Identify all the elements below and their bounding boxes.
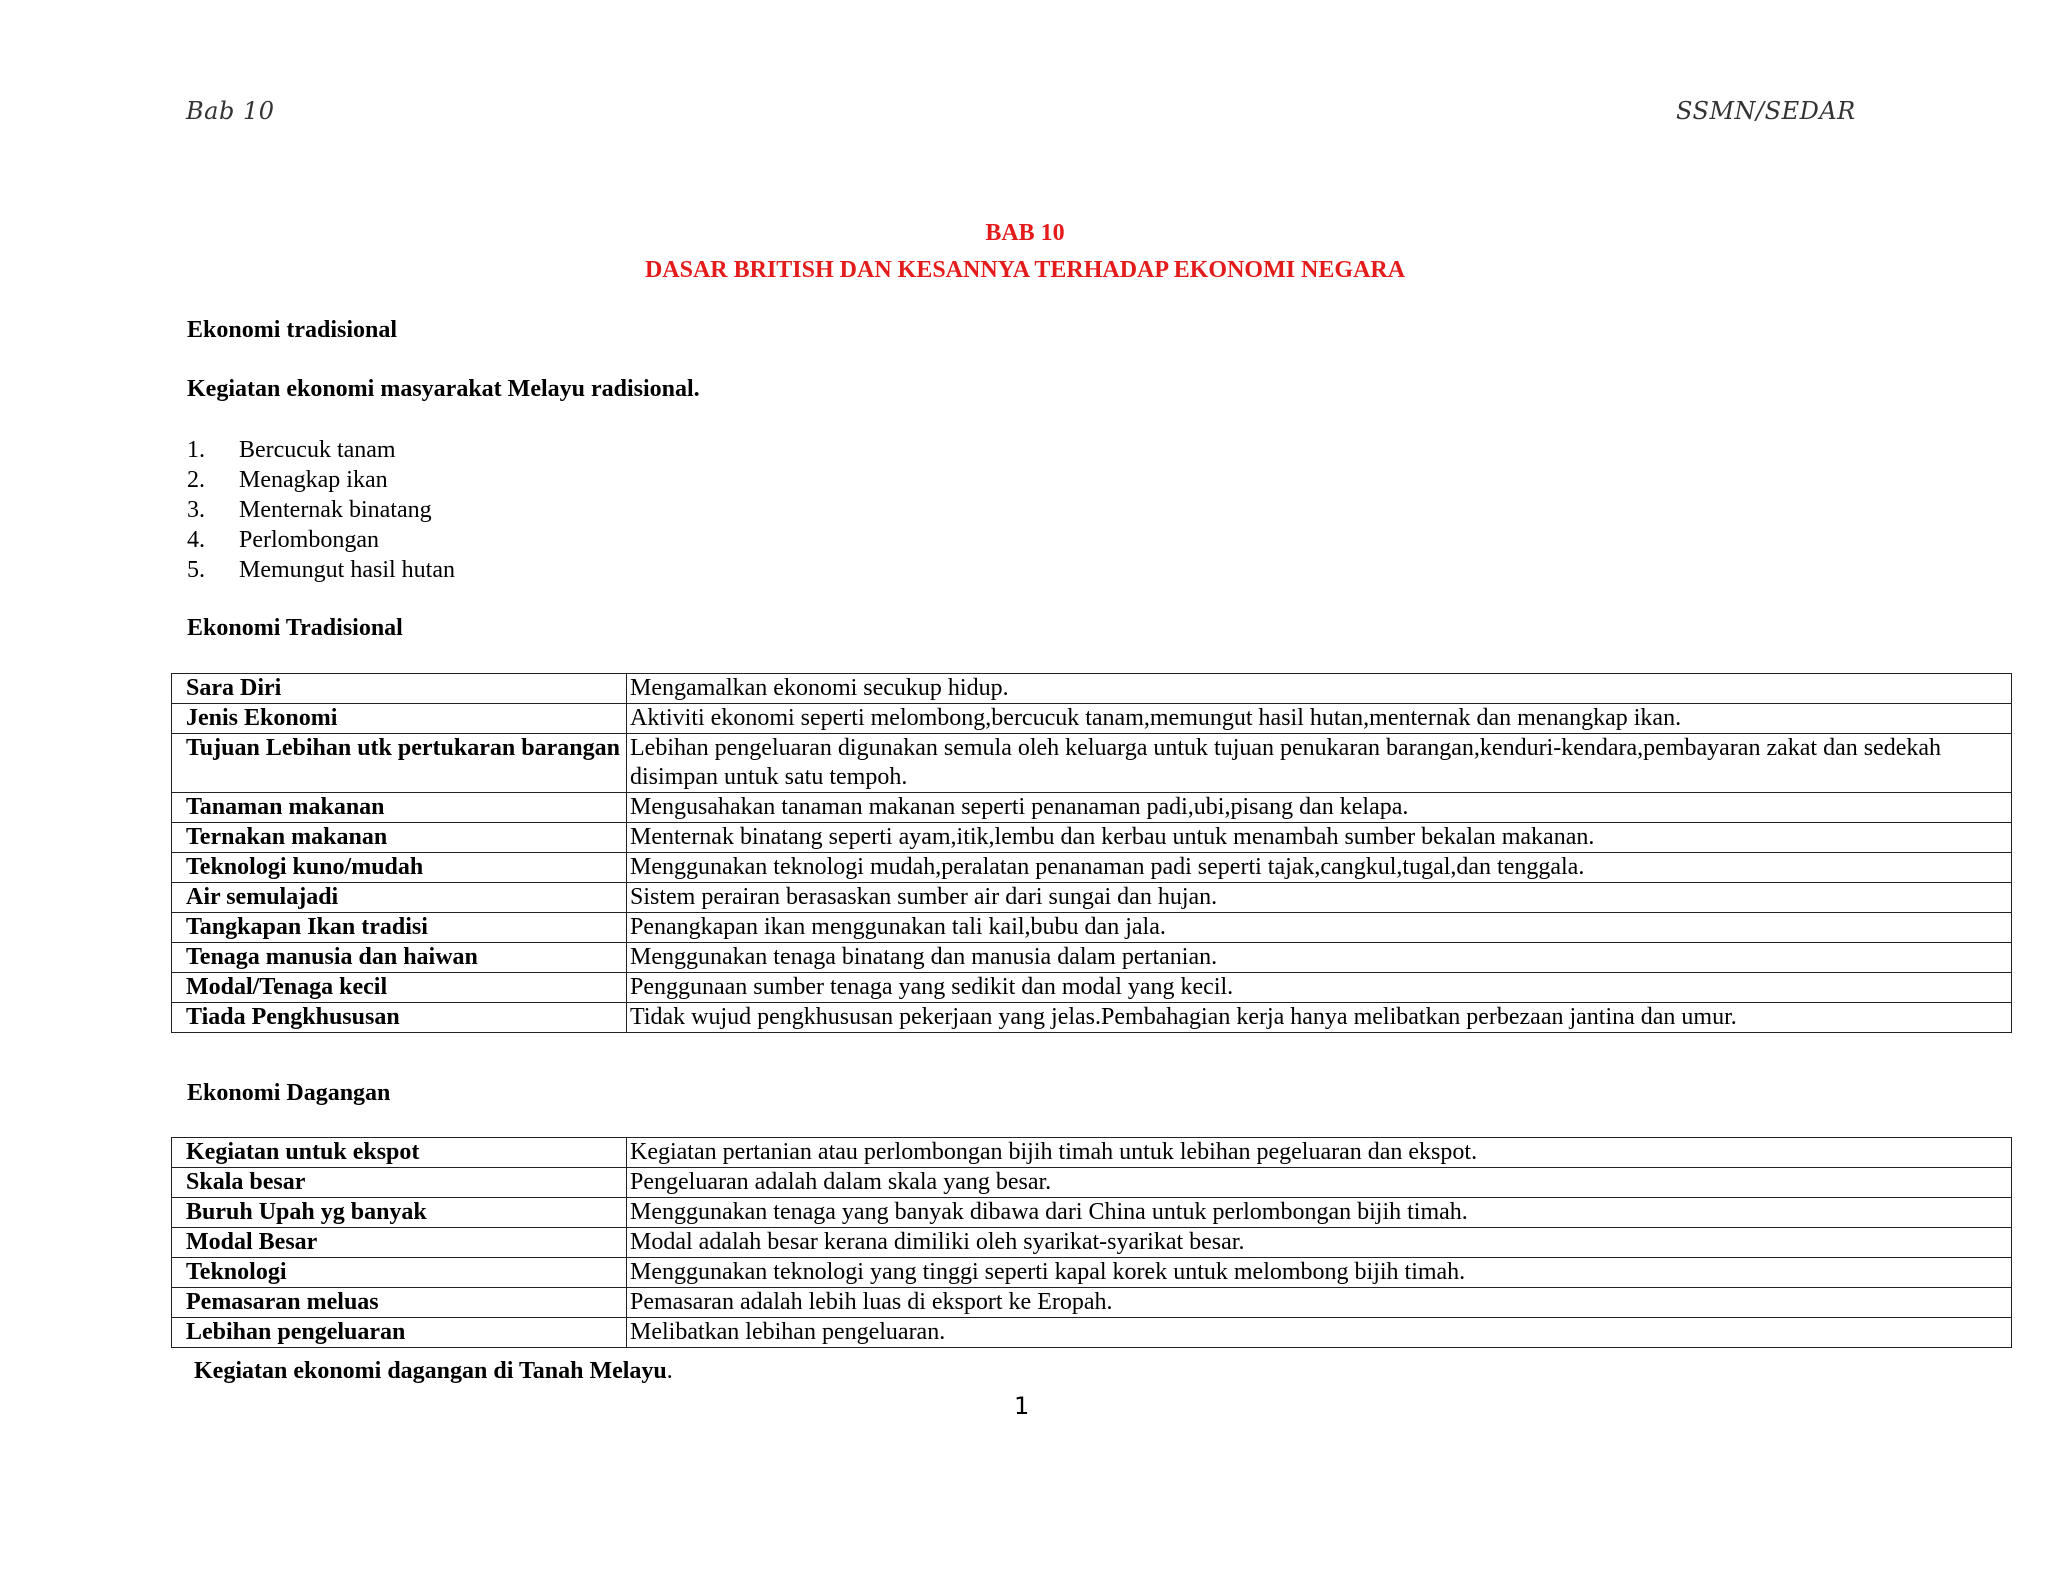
table-value-cell: Penangkapan ikan menggunakan tali kail,bubu dan jala.: [627, 913, 2012, 943]
table-row: [172, 973, 2012, 1003]
table-key-cell: Tanaman makanan: [172, 793, 627, 823]
table-row: [172, 943, 2012, 973]
list-item: [187, 465, 455, 495]
list-item: [187, 435, 455, 465]
table-row: [172, 913, 2012, 943]
table-key-cell: Buruh Upah yg banyak: [172, 1198, 627, 1228]
list-item-number: 2.: [187, 467, 205, 493]
table-row: [172, 793, 2012, 823]
heading-kegiatan: Kegiatan ekonomi masyarakat Melayu radisional.: [187, 376, 700, 402]
table-row: [172, 734, 2012, 793]
table-key-cell: Tujuan Lebihan utk pertukaran barangan: [172, 734, 627, 793]
table-row: [172, 1003, 2012, 1033]
header-chapter: Bab 10: [186, 97, 275, 125]
list-item-number: 4.: [187, 527, 205, 553]
table-key-cell: Air semulajadi: [172, 883, 627, 913]
header-code: SSMN/SEDAR: [1676, 97, 1856, 125]
table-value-cell: Menggunakan tenaga binatang dan manusia dalam pertanian.: [627, 943, 2012, 973]
table-value-cell: Mengusahakan tanaman makanan seperti penanaman padi,ubi,pisang dan kelapa.: [627, 793, 2012, 823]
list-item: [187, 525, 455, 555]
table-key-cell: Tenaga manusia dan haiwan: [172, 943, 627, 973]
table-value-cell: Modal adalah besar kerana dimiliki oleh syarikat-syarikat besar.: [627, 1228, 2012, 1258]
table-value-cell: Pemasaran adalah lebih luas di eksport ke Eropah.: [627, 1288, 2012, 1318]
heading-ekonomi-dagangan: Ekonomi Dagangan: [187, 1080, 391, 1106]
list-item-text: Bercucuk tanam: [239, 437, 396, 463]
table-value-cell: Menggunakan teknologi mudah,peralatan penanaman padi seperti tajak,cangkul,tugal,dan tenggala.: [627, 853, 2012, 883]
commercial-economy-table: [171, 1137, 2012, 1348]
list-item-text: Perlombongan: [239, 527, 379, 553]
table-row: [172, 1228, 2012, 1258]
list-item-text: Memungut hasil hutan: [239, 557, 455, 583]
table-row: [172, 1168, 2012, 1198]
traditional-economy-table: [171, 673, 2012, 1033]
table-value-cell: Menggunakan teknologi yang tinggi seperti kapal korek untuk melombong bijih timah.: [627, 1258, 2012, 1288]
table-value-cell: Menternak binatang seperti ayam,itik,lembu dan kerbau untuk menambah sumber bekalan makanan.: [627, 823, 2012, 853]
table-value-cell: Melibatkan lebihan pengeluaran.: [627, 1318, 2012, 1348]
footnote: [194, 1358, 673, 1385]
table-key-cell: Pemasaran meluas: [172, 1288, 627, 1318]
table-value-cell: Sistem perairan berasaskan sumber air dari sungai dan hujan.: [627, 883, 2012, 913]
table-row: [172, 1318, 2012, 1348]
table-row: [172, 823, 2012, 853]
table-row: [172, 704, 2012, 734]
activity-list: [187, 435, 455, 585]
table-key-cell: Teknologi kuno/mudah: [172, 853, 627, 883]
table-row: [172, 883, 2012, 913]
heading-ekonomi-tradisional: Ekonomi tradisional: [187, 317, 398, 343]
table-key-cell: Sara Diri: [172, 674, 627, 704]
table-row: [172, 1288, 2012, 1318]
chapter-title: BAB 10: [985, 220, 1065, 246]
list-item-text: Menternak binatang: [239, 497, 432, 523]
table-value-cell: Kegiatan pertanian atau perlombongan bijih timah untuk lebihan pegeluaran dan ekspot.: [627, 1138, 2012, 1168]
table-key-cell: Lebihan pengeluaran: [172, 1318, 627, 1348]
table-value-cell: Pengeluaran adalah dalam skala yang besar.: [627, 1168, 2012, 1198]
table-row: [172, 853, 2012, 883]
table-value-cell: Menggunakan tenaga yang banyak dibawa dari China untuk perlombongan bijih timah.: [627, 1198, 2012, 1228]
list-item-number: 3.: [187, 497, 205, 523]
table-row: [172, 1198, 2012, 1228]
page-number: 1: [1014, 1392, 1030, 1420]
footnote-bold: Kegiatan ekonomi dagangan di Tanah Melayu: [194, 1358, 667, 1384]
table-key-cell: Teknologi: [172, 1258, 627, 1288]
list-item: [187, 555, 455, 585]
chapter-subtitle: DASAR BRITISH DAN KESANNYA TERHADAP EKONOMI NEGARA: [644, 257, 1406, 283]
table-key-cell: Kegiatan untuk ekspot: [172, 1138, 627, 1168]
heading-ekonomi-tradisional-table: Ekonomi Tradisional: [187, 615, 403, 641]
table-key-cell: Modal/Tenaga kecil: [172, 973, 627, 1003]
table-key-cell: Tangkapan Ikan tradisi: [172, 913, 627, 943]
table-key-cell: Tiada Pengkhususan: [172, 1003, 627, 1033]
footnote-tail: .: [666, 1358, 673, 1384]
table-value-cell: Mengamalkan ekonomi secukup hidup.: [627, 674, 2012, 704]
table-row: [172, 674, 2012, 704]
table-key-cell: Jenis Ekonomi: [172, 704, 627, 734]
list-item-number: 5.: [187, 557, 205, 583]
list-item: [187, 495, 455, 525]
table-key-cell: Ternakan makanan: [172, 823, 627, 853]
table-value-cell: Aktiviti ekonomi seperti melombong,bercucuk tanam,memungut hasil hutan,menternak dan menangkap ikan.: [627, 704, 2012, 734]
list-item-text: Menagkap ikan: [239, 467, 388, 493]
list-item-number: 1.: [187, 437, 205, 463]
table-value-cell: Penggunaan sumber tenaga yang sedikit dan modal yang kecil.: [627, 973, 2012, 1003]
table-value-cell: Tidak wujud pengkhususan pekerjaan yang jelas.Pembahagian kerja hanya melibatkan perbezaan jantina dan umur.: [627, 1003, 2012, 1033]
table-value-cell: Lebihan pengeluaran digunakan semula oleh keluarga untuk tujuan penukaran barangan,kenduri-kendara,pembayaran zakat dan sedekah disimpan untuk satu tempoh.: [627, 734, 2012, 793]
table-row: [172, 1258, 2012, 1288]
table-key-cell: Modal Besar: [172, 1228, 627, 1258]
table-row: [172, 1138, 2012, 1168]
table-key-cell: Skala besar: [172, 1168, 627, 1198]
